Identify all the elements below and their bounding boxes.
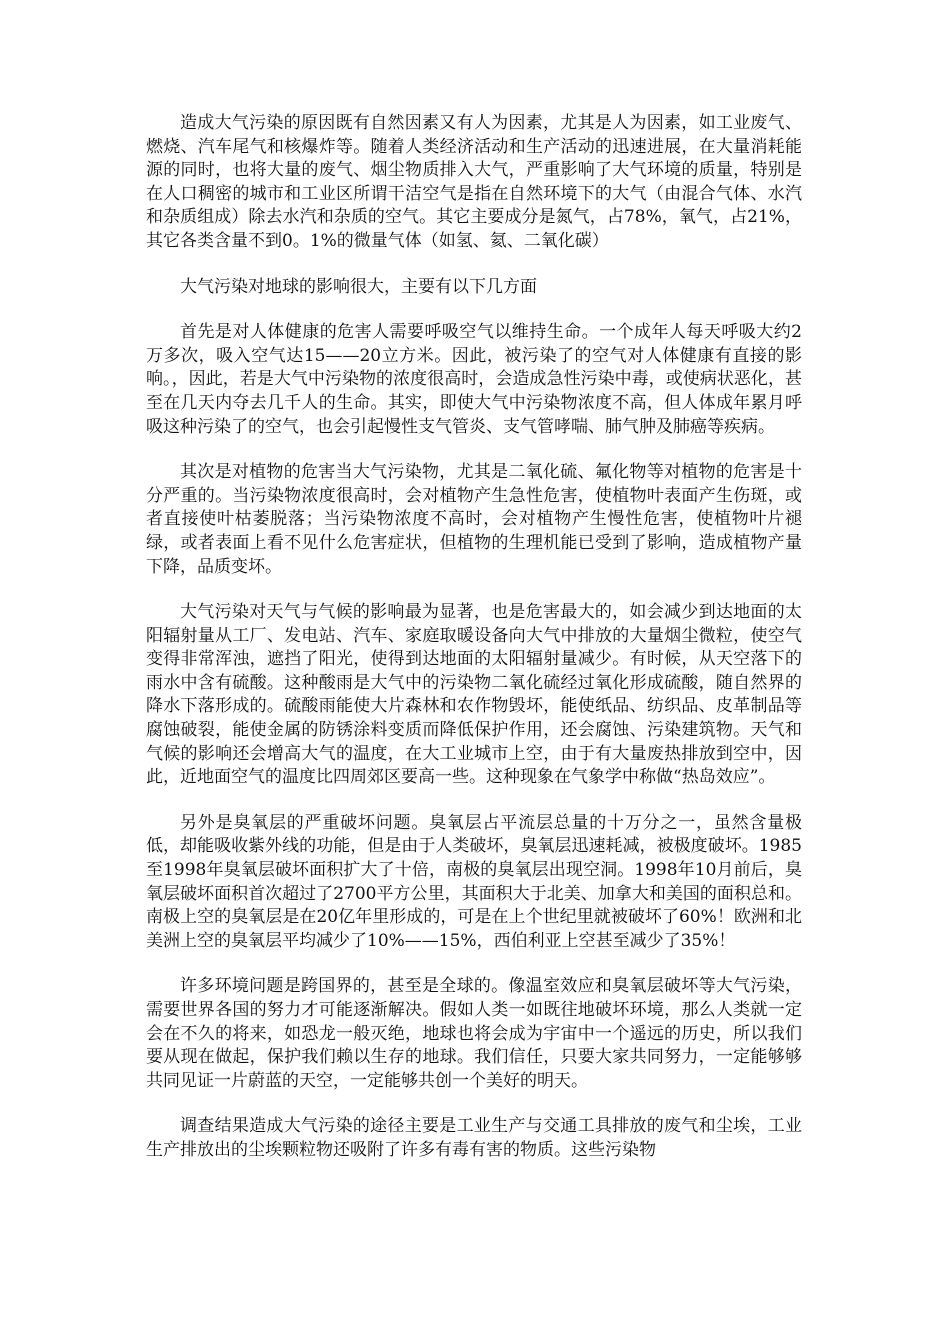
paragraph-weather-climate: 大气污染对天气与气候的影响最为显著，也是危害最大的，如会减少到达地面的太阳辐射量从工厂、发电站、汽车、家庭取暖设备向大气中排放的大量烟尘微粒，使空气变得非常浑浊，遮挡了阳光，使得到达地面的太阳辐射量减少。有时候，从天空落下的雨水中含有硫酸。这种酸雨是大气中的污染物二氧化硫经过氧化形成硫酸，随自然界的降水下落形成的。硫酸雨能使大片森林和农作物毁坏，能使纸品、纺织品、皮革制品等腐蚀破裂，能使金属的防锈涂料变质而降低保护作用，还会腐蚀、污染建筑物。天气和气候的影响还会增高大气的温度，在大工业城市上空，由于有大量废热排放到空中，因此，近地面空气的温度比四周郊区要高一些。这种现象在气象学中称做“热岛效应”。	[146, 602, 802, 788]
paragraph-air-pollution-causes: 造成大气污染的原因既有自然因素又有人为因素，尤其是人为因素，如工业废气、燃烧、汽车尾气和核爆炸等。随着人类经济活动和生产活动的迅速进展，在大量消耗能源的同时，也将大量的废气、烟尘物质排入大气，严重影响了大气环境的质量，特别是在人口稠密的城市和工业区所谓干洁空气是指在自然环境下的大气（由混合气体、水汽和杂质组成）除去水汽和杂质的空气。其它主要成分是氮气，占78%，氧气，占21%，其它各类含量不到0。1%的微量气体（如氢、氦、二氧化碳）	[146, 113, 802, 251]
paragraph-global-issue: 许多环境问题是跨国界的，甚至是全球的。像温室效应和臭氧层破坏等大气污染，需要世界各国的努力才可能逐渐解决。假如人类一如既往地破坏环境，那么人类就一定会在不久的将来，如恐龙一般灭绝，地球也将会成为宇宙中一个遥远的历史，所以我们要从现在做起，保护我们赖以生存的地球。我们信任，只要大家共同努力，一定能够够共同见证一片蔚蓝的天空，一定能够共创一个美好的明天。	[146, 976, 802, 1091]
document-page	[146, 112, 802, 1185]
paragraph-ozone-layer: 另外是臭氧层的严重破坏问题。臭氧层占平流层总量的十万分之一，虽然含量极低，却能吸收紫外线的功能，但是由于人类破坏，臭氧层迅速耗减，被极度破坏。1985至1998年臭氧层破坏面积扩大了十倍，南极的臭氧层出现空洞。1998年10月前后，臭氧层破坏面积首次超过了2700平方公里，其面积大于北美、加拿大和美国的面积总和。南极上空的臭氧层是在20亿年里形成的，可是在上个世纪里就被破坏了60%！欧洲和北美洲上空的臭氧层平均减少了10%——15%，西伯利亚上空甚至减少了35%！	[146, 812, 802, 951]
paragraph-plant-damage: 其次是对植物的危害当大气污染物，尤其是二氧化硫、氟化物等对植物的危害是十分严重的。当污染物浓度很高时，会对植物产生急性危害，使植物叶表面产生伤斑，或者直接使叶枯萎脱落；当污染物浓度不高时，会对植物产生慢性危害，使植物叶片褪绿，或者表面上看不见什么危害症状，但植物的生理机能已受到了影响，造成植物产量下降，品质变坏。	[146, 462, 802, 577]
paragraph-survey-results: 调查结果造成大气污染的途径主要是工业生产与交通工具排放的废气和尘埃，工业生产排放出的尘埃颗粒物还吸附了许多有毒有害的物质。这些污染物	[146, 1116, 802, 1160]
paragraph-human-health: 首先是对人体健康的危害人需要呼吸空气以维持生命。一个成年人每天呼吸大约2万多次，吸入空气达15——20立方米。因此，被污染了的空气对人体健康有直接的影响。，因此，若是大气中污染物的浓度很高时，会造成急性污染中毒，或使病状恶化，甚至在几天内夺去几千人的生命。其实，即使大气中污染物浓度不高，但人体成年累月呼吸这种污染了的空气，也会引起慢性支气管炎、支气管哮喘、肺气肿及肺癌等疾病。	[146, 322, 802, 437]
paragraph-impact-intro: 大气污染对地球的影响很大，主要有以下几方面	[180, 276, 537, 297]
